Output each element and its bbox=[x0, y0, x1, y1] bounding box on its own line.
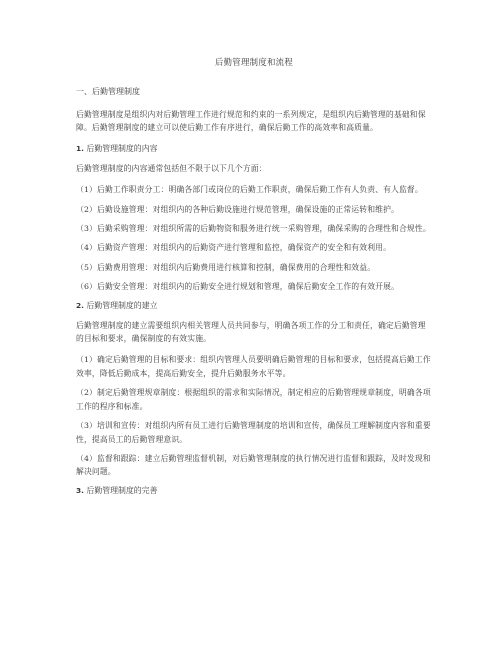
subheading-number: 1. bbox=[76, 143, 84, 153]
list-item: （5）后勤费用管理：对组织内后勤费用进行核算和控制，确保费用的合理性和效益。 bbox=[76, 262, 376, 272]
list-item: （6）后勤安全管理：对组织内的后勤安全进行规划和管理，确保后勤安全工作的有效开展。 bbox=[76, 282, 399, 292]
list-item: （4）监督和跟踪：建立后勤管理监督机制，对后勤管理制度的执行情况进行监督和跟踪，及时发现和解决问题。 bbox=[76, 453, 431, 477]
subheading-2 bbox=[76, 300, 432, 311]
list-item: （1）确定后勤管理的目标和要求：组织内管理人员要明确后勤管理的目标和要求，包括提高后勤工作效率，降低后勤成本，提高后勤安全，提升后勤服务水平等。 bbox=[76, 355, 431, 378]
subheading-number: 2. bbox=[76, 300, 84, 310]
paragraph: 后勤管理制度的内容通常包括但不限于以下几个方面： bbox=[76, 163, 267, 173]
list-item: （3）后勤采购管理：对组织所需的后勤物资和服务进行统一采购管理，确保采购的合理性和合规性。 bbox=[76, 224, 431, 234]
list-item: （4）后勤资产管理：对组织内的后勤资产进行管理和监控，确保资产的安全和有效利用。 bbox=[76, 243, 392, 253]
subheading-text: 后勤管理制度的完善 bbox=[83, 485, 158, 495]
document-title: 后勤管理制度和流程 bbox=[214, 57, 294, 67]
subheading-number: 3. bbox=[76, 485, 84, 495]
list-item: （3）培训和宣传：对组织内所有员工进行后勤管理制度的培训和宣传，确保员工理解制度内容和重要性，提高员工的后勤管理意识。 bbox=[76, 421, 431, 444]
subheading-1 bbox=[76, 143, 432, 154]
list-item: （1）后勤工作职责分工：明确各部门或岗位的后勤工作职责，确保后勤工作有人负责、有人监督。 bbox=[76, 185, 423, 195]
subheading-text: 后勤管理制度的建立 bbox=[83, 300, 158, 310]
subheading-3 bbox=[76, 485, 432, 496]
intro-paragraph: 后勤管理制度是组织内对后勤管理工作进行规范和约束的一系列规定，是组织内后勤管理的基础和保障。后勤管理制度的建立可以使后勤工作有序进行，确保后勤工作的高效率和高质量。 bbox=[76, 110, 426, 133]
subheading-text: 后勤管理制度的内容 bbox=[83, 143, 158, 153]
list-item: （2）制定后勤管理规章制度：根据组织的需求和实际情况，制定相应的后勤管理规章制度，明确各项工作的程序和标准。 bbox=[76, 388, 431, 411]
section-heading: 一、后勤管理制度 bbox=[76, 87, 140, 96]
paragraph: 后勤管理制度的建立需要组织内相关管理人员共同参与，明确各项工作的分工和责任，确定后勤管理的目标和要求，确保制度的有效实施。 bbox=[76, 320, 426, 344]
list-item: （2）后勤设施管理：对组织内的各种后勤设施进行规范管理，确保设施的正常运转和维护。 bbox=[76, 204, 399, 214]
